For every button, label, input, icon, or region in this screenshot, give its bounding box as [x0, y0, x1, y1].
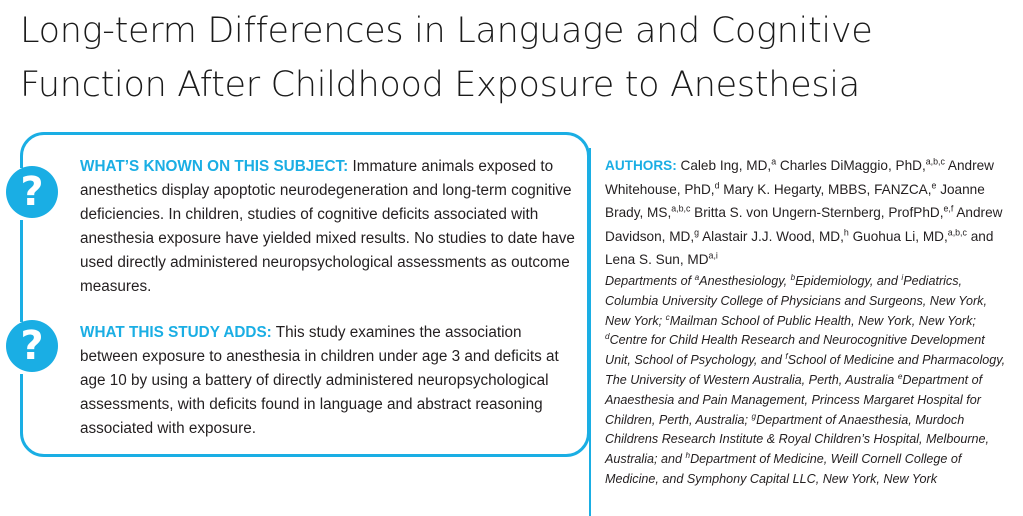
article-title	[20, 4, 1010, 112]
affiliation-mark: i	[901, 272, 904, 282]
affiliation-mark: c	[665, 312, 670, 322]
affiliation-mark: e	[897, 371, 903, 381]
column-rule	[589, 148, 591, 516]
author-affil-mark: a,b,c	[925, 156, 945, 167]
question-icon: ?	[6, 320, 58, 372]
author-affil-mark: g	[694, 226, 700, 237]
authors-label: AUTHORS:	[605, 158, 677, 173]
author-affil-mark: h	[843, 226, 849, 237]
affiliation-text: Departments of	[605, 274, 695, 288]
author-name: Britta S. von Ungern-Sternberg, ProfPhD,	[694, 205, 944, 220]
affiliation-mark: b	[790, 272, 796, 282]
author-affil-mark: a,i	[708, 250, 718, 261]
author-name: Joanne Brady, MS,	[605, 181, 985, 220]
author-name: Guohua Li, MD,	[852, 228, 948, 244]
affiliation-text: Pediatrics, Columbia University College of Physicians and Surgeons, New York, New York;	[605, 274, 987, 328]
author-affil-mark: a	[771, 156, 777, 167]
whats-known-label: WHAT’S KNOWN ON THIS SUBJECT:	[80, 158, 349, 175]
affiliation-text: Department of Anaesthesia, Murdoch Childrens Research Institute & Royal Children’s Hospital, Melbourne, Australia; and	[605, 412, 990, 467]
author-name: Lena S. Sun, MD	[605, 252, 709, 267]
author-affil-mark: e,f	[943, 203, 954, 214]
author-name: Caleb Ing, MD,	[680, 158, 772, 173]
affiliation-mark: a	[694, 272, 700, 282]
affiliation-mark: g	[751, 411, 757, 421]
question-icon: ?	[6, 166, 58, 218]
whats-known-section	[80, 155, 580, 299]
author-affil-mark: e	[931, 179, 937, 190]
author-affil-mark: a,b,c	[671, 203, 691, 214]
study-adds-section	[80, 321, 580, 441]
title-line-1: Long-term Differences in Language and Cognitive	[20, 11, 873, 51]
affiliation-mark: f	[785, 352, 788, 361]
affiliation-text: School of Medicine and Pharmacology, The University of Western Australia, Perth, Australia	[605, 353, 1006, 387]
title-line-2: Function After Childhood Exposure to Anesthesia	[20, 65, 860, 105]
author-list: Caleb Ing, MD,$^a$ Charles DiMaggio, PhD,$^{a,b,c}$ Andrew Whitehouse, PhD,$^d$ Mary K. Hegarty, MBBS, FANZCA,$^e$ Joanne Brady, MS,$^{a,b,c}$ Britta S. von Ungern-Sternberg, ProfPhD,$^{e,f}$ Andrew Davidson, MD,$^g$ Alastair J.J. Wood, MD,$^h$ Guohua Li, MD,$^{a,b,c}$ and Lena S. Sun, MD$^{a,i}$	[605, 156, 1003, 267]
author-name: Alastair J.J. Wood, MD,	[702, 228, 844, 244]
study-adds-label: WHAT THIS STUDY ADDS:	[80, 324, 272, 341]
affiliation-text: Centre for Child Health Research and Neurocognitive Development Unit, School of Psychology, and	[605, 333, 985, 368]
author-name: Mary K. Hegarty, MBBS, FANZCA,	[723, 181, 932, 197]
author-affil-mark: d	[714, 179, 720, 190]
whats-known-text: Immature animals exposed to anesthetics display apoptotic neurodegeneration and long-term cognitive deficiencies. In children, studies of cognitive deficits associated with anesthesia exposure have yielded mixed results. No studies to date have used directly administered neuropsychological assessments as outcome measures.	[80, 158, 575, 295]
study-adds-text: This study examines the association between exposure to anesthesia in children under age 3 and deficits at age 10 by using a battery of directly administered neuropsychological assessments, with deficits found in language and abstract reasoning associated with exposure.	[80, 324, 559, 437]
affiliation-text: Mailman School of Public Health, New York, New York;	[669, 313, 976, 328]
author-name: Andrew Whitehouse, PhD,	[605, 158, 994, 197]
affiliation-mark: h	[685, 450, 691, 460]
affiliations	[605, 272, 1007, 490]
author-affil-mark: a,b,c	[947, 226, 967, 237]
affiliation-text: Department of Anaesthesia and Pain Management, Princess Margaret Hospital for Children, Perth, Australia;	[605, 372, 983, 427]
affiliation-text: Department of Medicine, Weill Cornell College of Medicine, and Symphony Capital LLC, New York, New York	[605, 452, 962, 486]
authors-block	[605, 154, 1007, 272]
author-name: Andrew Davidson, MD,	[605, 205, 1003, 244]
affiliation-text: Anesthesiology,	[699, 274, 791, 288]
author-name: Charles DiMaggio, PhD,	[779, 158, 926, 173]
affiliation-text: Epidemiology, and	[795, 274, 902, 288]
affiliation-mark: d	[605, 332, 610, 342]
